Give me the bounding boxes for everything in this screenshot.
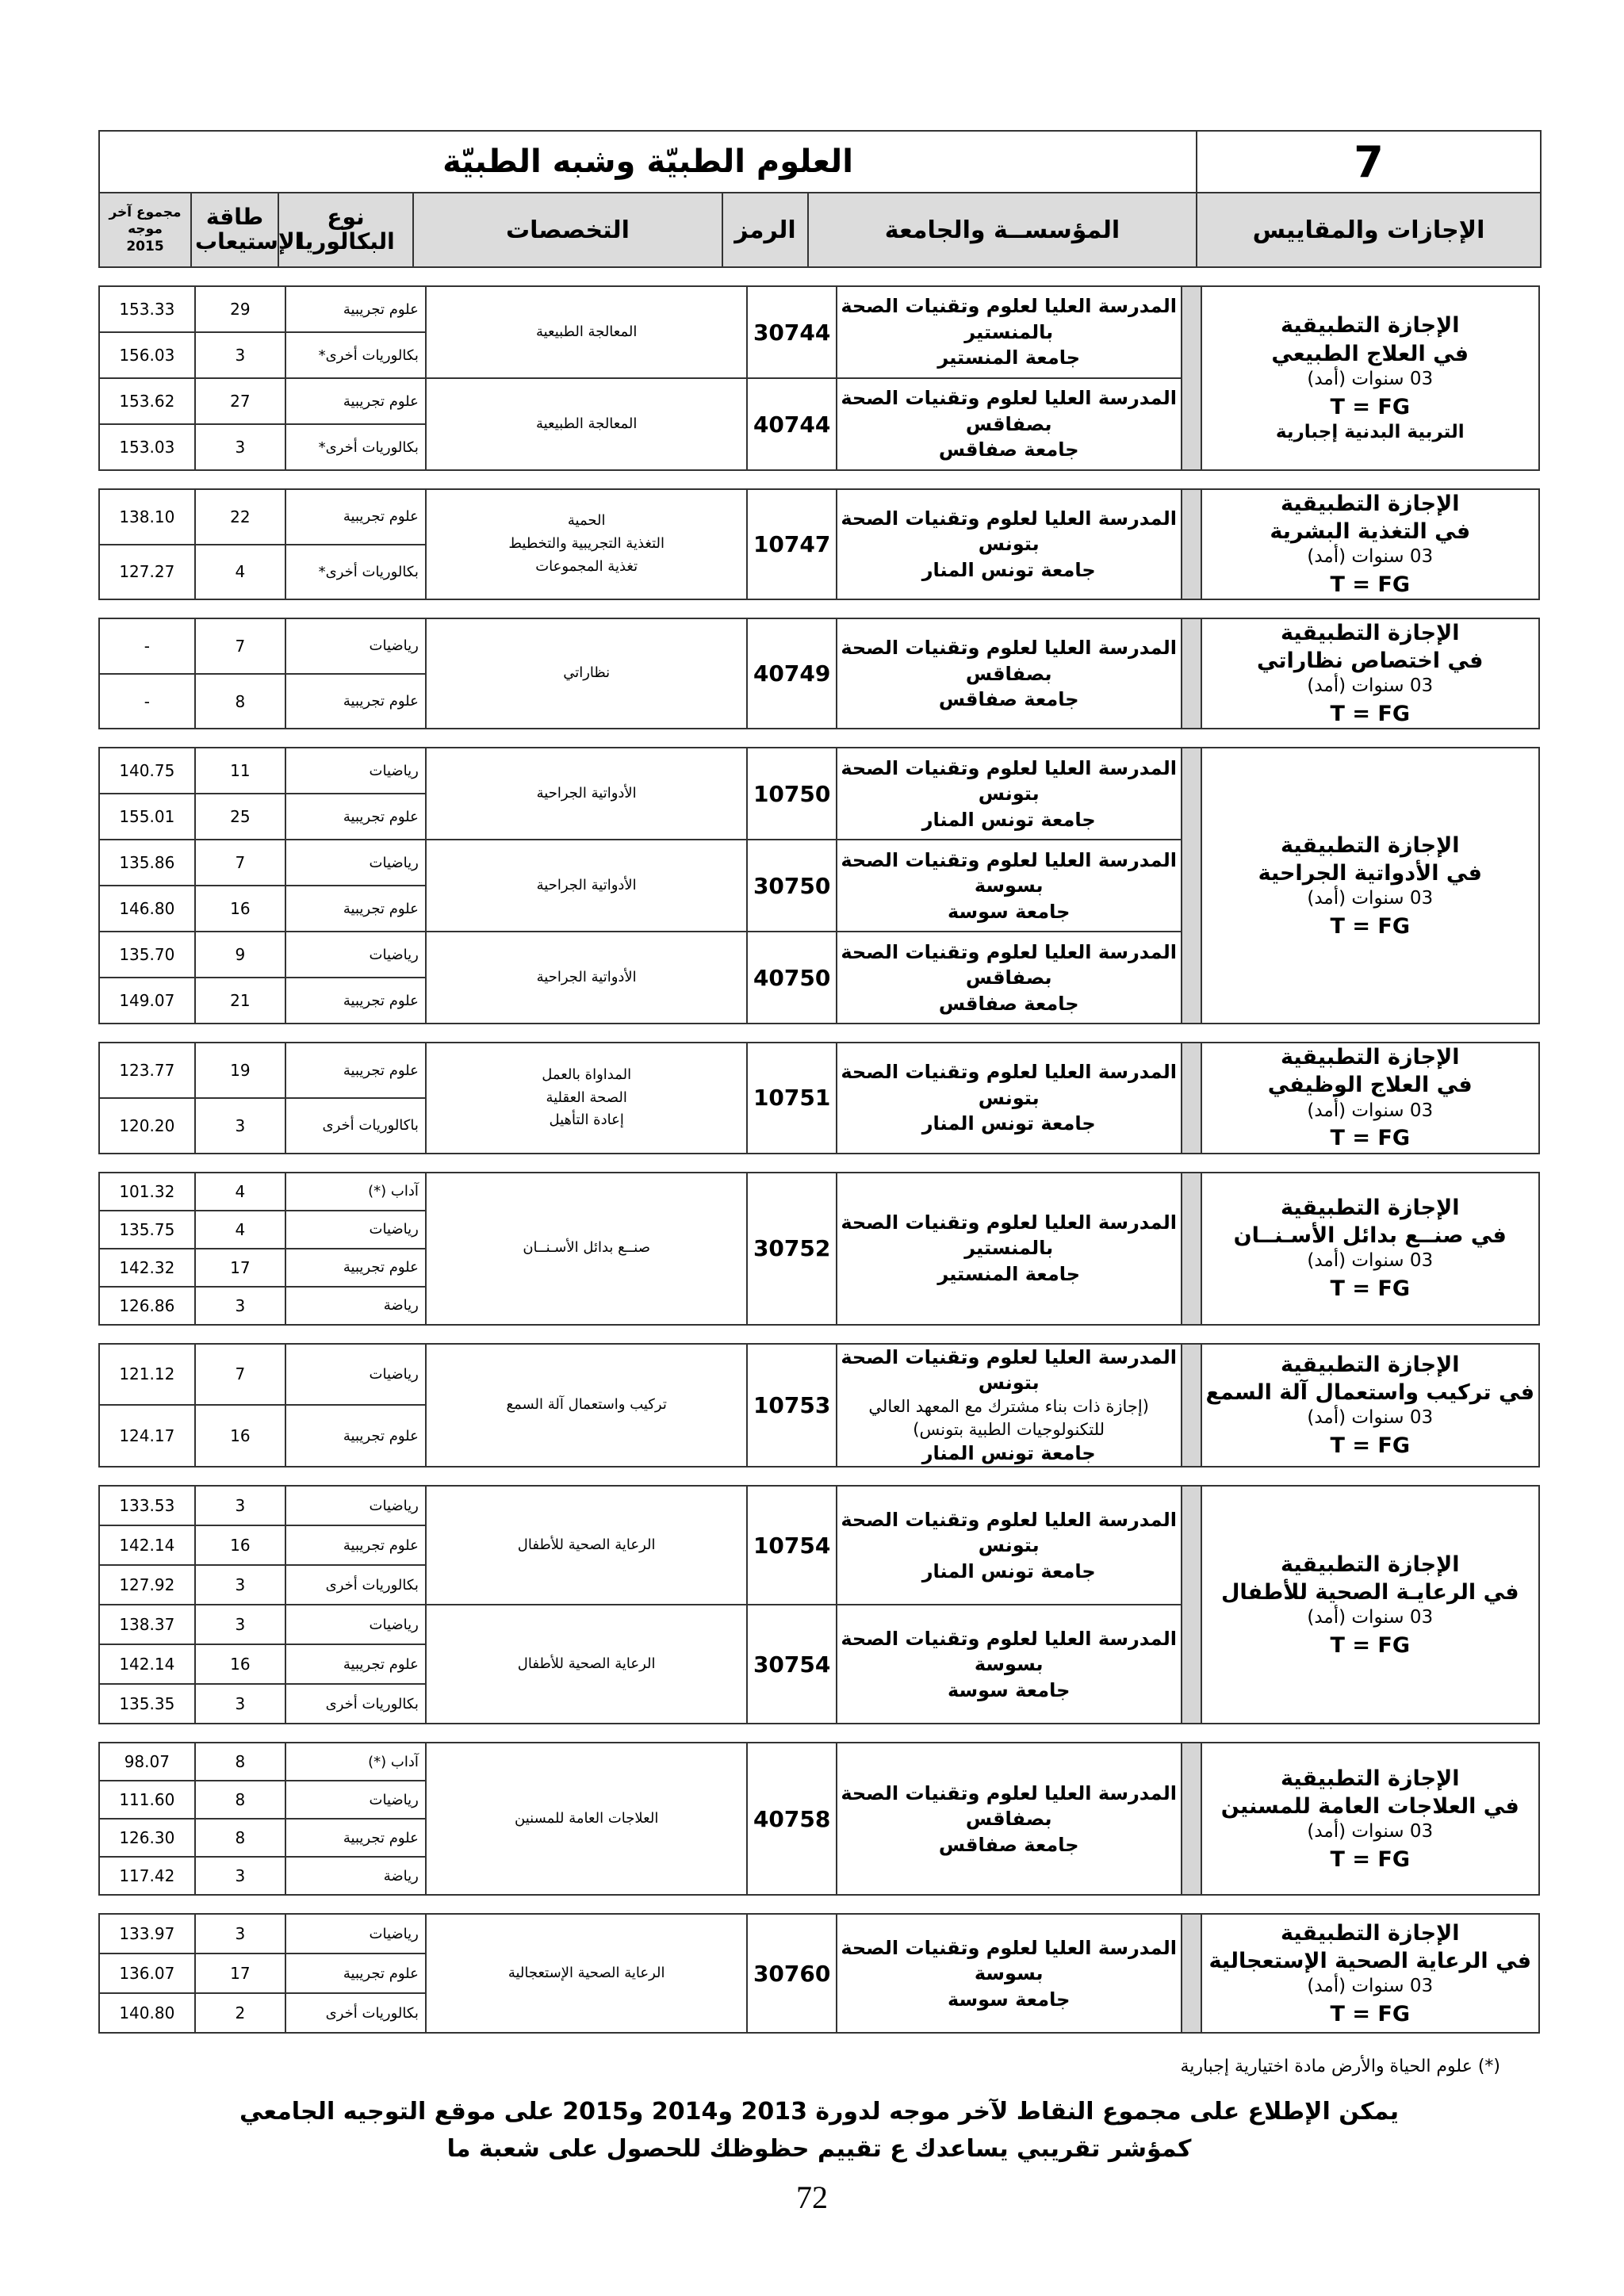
- diploma-formula: T = FG: [1330, 1632, 1410, 1658]
- diploma-title: الإجازة التطبيقية: [1281, 1552, 1460, 1577]
- institution-name: المدرسة العليا لعلوم وتقنيات الصحة بصفاقس: [841, 637, 1177, 685]
- header-code: الرمز: [722, 193, 808, 267]
- separator-strip: [1182, 489, 1201, 599]
- last-admitted-score: 117.42: [99, 1857, 195, 1895]
- institution-name: المدرسة العليا لعلوم وتقنيات الصحة بسوسة: [841, 848, 1177, 897]
- diploma-field: في الرعايـة الصحية للأطفال: [1220, 1579, 1519, 1605]
- last-admitted-score: 101.32: [99, 1173, 195, 1211]
- last-admitted-score: 153.62: [99, 378, 195, 424]
- university-name: جامعة المنستير: [937, 346, 1081, 369]
- university-name: جامعة المنستير: [937, 1262, 1081, 1285]
- institution-cell: [837, 840, 1182, 932]
- specialty-line: الحمية: [567, 512, 606, 530]
- last-admitted-score: 153.03: [99, 424, 195, 470]
- column-header-row: [99, 193, 1541, 267]
- bac-type: رياضيات: [285, 1344, 426, 1406]
- institution-name: المدرسة العليا لعلوم وتقنيات الصحة بصفاقس: [841, 940, 1177, 989]
- last-admitted-score: 135.75: [99, 1211, 195, 1249]
- diploma-field: في صنــع بدائل الأسـنــان: [1233, 1223, 1507, 1249]
- header-specialties: التخصصات: [413, 193, 722, 267]
- diploma-title: الإجازة التطبيقية: [1281, 1766, 1460, 1791]
- diploma-duration: 03 سنوات (أمد): [1307, 1820, 1434, 1842]
- section-header-table: [98, 130, 1542, 268]
- program-row: [99, 489, 1539, 545]
- separator-strip: [1182, 1173, 1201, 1325]
- diploma-cell: [1201, 1344, 1539, 1468]
- specialty-line: إعادة التأهيل: [549, 1112, 624, 1129]
- bac-type: علوم تجريبية: [285, 1525, 426, 1565]
- program-block: [98, 1172, 1540, 1326]
- program-code: 30750: [747, 840, 836, 932]
- program-code: 10747: [747, 489, 836, 599]
- diploma-requirement: التربية البدنية إجبارية: [1275, 421, 1465, 442]
- bac-type: رياضة: [285, 1857, 426, 1895]
- specialty-line: تغذية المجموعات: [535, 557, 638, 575]
- diploma-cell: [1201, 1743, 1539, 1895]
- last-admitted-score: 98.07: [99, 1743, 195, 1781]
- specialty-line: نظاراتي: [563, 664, 611, 682]
- capacity-value: 8: [195, 1781, 285, 1819]
- capacity-value: 25: [195, 794, 285, 840]
- bac-type: رياضة: [285, 1287, 426, 1325]
- last-admitted-score: 146.80: [99, 886, 195, 932]
- specialty-cell: [426, 378, 748, 470]
- capacity-value: 11: [195, 748, 285, 794]
- program-code: 40750: [747, 932, 836, 1024]
- diploma-cell: [1201, 286, 1539, 470]
- specialty-cell: [426, 1344, 748, 1468]
- specialty-line: المعالجة الطبيعية: [535, 415, 638, 432]
- bac-type: علوم تجريبية: [285, 1819, 426, 1857]
- separator-strip: [1182, 1486, 1201, 1724]
- institution-cell: [837, 1743, 1182, 1895]
- diploma-formula: T = FG: [1330, 1846, 1410, 1872]
- specialty-cell: [426, 1043, 748, 1153]
- last-admitted-score: 120.20: [99, 1098, 195, 1154]
- diploma-field: في العلاجات العامة للمسنين: [1220, 1793, 1519, 1819]
- specialty-cell: [426, 1173, 748, 1325]
- diploma-title: الإجازة التطبيقية: [1281, 1920, 1460, 1946]
- bac-type: علوم تجريبية: [285, 978, 426, 1024]
- institution-cell: [837, 1173, 1182, 1325]
- university-name: جامعة تونس المنار: [921, 808, 1096, 831]
- institution-note: للتكنولوجيات الطبية بتونس): [913, 1419, 1105, 1439]
- program-row: [99, 286, 1539, 332]
- last-admitted-score: -: [99, 618, 195, 674]
- capacity-value: 2: [195, 1993, 285, 2033]
- institution-cell: [837, 748, 1182, 840]
- institution-cell: [837, 1605, 1182, 1724]
- university-name: جامعة تونس المنار: [921, 1112, 1096, 1135]
- bac-type: علوم تجريبية: [285, 674, 426, 729]
- diploma-duration: 03 سنوات (أمد): [1307, 1606, 1434, 1628]
- specialty-cell: [426, 932, 748, 1024]
- last-admitted-score: 156.03: [99, 332, 195, 378]
- capacity-value: 9: [195, 932, 285, 978]
- bac-type: رياضيات: [285, 618, 426, 674]
- capacity-value: 21: [195, 978, 285, 1024]
- orientation-guide-page: [98, 130, 1540, 2034]
- capacity-value: 7: [195, 840, 285, 886]
- program-row: [99, 1344, 1539, 1406]
- diploma-duration: 03 سنوات (أمد): [1307, 546, 1434, 568]
- bac-type: علوم تجريبية: [285, 1954, 426, 1993]
- last-admitted-score: 127.27: [99, 545, 195, 600]
- program-row: [99, 1914, 1539, 1954]
- diploma-formula: T = FG: [1330, 394, 1410, 419]
- header-institution: المؤسســة والجامعة: [808, 193, 1197, 267]
- last-admitted-score: 133.97: [99, 1914, 195, 1954]
- last-admitted-score: 126.86: [99, 1287, 195, 1325]
- specialty-line: تركيب واستعمال آلة السمع: [506, 1396, 667, 1414]
- diploma-field: في اختصاص نظاراتي: [1257, 649, 1484, 674]
- bac-type: علوم تجريبية: [285, 1249, 426, 1287]
- diploma-duration: 03 سنوات (أمد): [1307, 675, 1434, 697]
- capacity-value: 16: [195, 1405, 285, 1467]
- header-diploma: الإجازات والمقاييس: [1197, 193, 1541, 267]
- bac-type: علوم تجريبية: [285, 378, 426, 424]
- bac-type: بكالوريات أخرى*: [285, 424, 426, 470]
- program-block: [98, 285, 1540, 471]
- capacity-value: 3: [195, 1857, 285, 1895]
- diploma-field: في الأدواتية الجراحية: [1258, 860, 1482, 886]
- last-admitted-score: 140.75: [99, 748, 195, 794]
- separator-strip: [1182, 748, 1201, 1024]
- institution-name: المدرسة العليا لعلوم وتقنيات الصحة بتونس: [841, 1508, 1177, 1557]
- university-name: جامعة صفاقس: [938, 1833, 1079, 1856]
- diploma-duration: 03 سنوات (أمد): [1307, 887, 1434, 909]
- institution-cell: [837, 618, 1182, 729]
- last-admitted-score: 142.32: [99, 1249, 195, 1287]
- diploma-formula: T = FG: [1330, 2001, 1410, 2026]
- capacity-value: 3: [195, 332, 285, 378]
- diploma-cell: [1201, 618, 1539, 729]
- separator-strip: [1182, 1743, 1201, 1895]
- specialty-cell: [426, 1605, 748, 1724]
- institution-cell: [837, 1344, 1182, 1468]
- capacity-value: 3: [195, 1605, 285, 1644]
- program-block: [98, 488, 1540, 600]
- diploma-formula: T = FG: [1330, 1433, 1410, 1458]
- bac-type: بكالوريات أخرى*: [285, 545, 426, 600]
- diploma-duration: 03 سنوات (أمد): [1307, 1250, 1434, 1272]
- capacity-value: 7: [195, 618, 285, 674]
- last-admitted-score: 155.01: [99, 794, 195, 840]
- last-admitted-score: 142.14: [99, 1644, 195, 1684]
- specialty-cell: [426, 286, 748, 378]
- programs-list: [98, 285, 1540, 2034]
- university-name: جامعة تونس المنار: [921, 1441, 1096, 1464]
- capacity-value: 16: [195, 1525, 285, 1565]
- specialty-line: صنــع بدائل الأسـنــان: [523, 1239, 651, 1257]
- capacity-value: 17: [195, 1249, 285, 1287]
- diploma-field: في تركيب واستعمال آلة السمع: [1205, 1380, 1535, 1405]
- program-code: 30744: [747, 286, 836, 378]
- program-code: 10751: [747, 1043, 836, 1153]
- institution-name: المدرسة العليا لعلوم وتقنيات الصحة بتونس: [841, 1061, 1177, 1109]
- program-row: [99, 1173, 1539, 1211]
- specialty-line: الأدواتية الجراحية: [536, 784, 637, 802]
- bac-type: بكالوريات أخرى*: [285, 332, 426, 378]
- bac-type: علوم تجريبية: [285, 286, 426, 332]
- program-block: [98, 1485, 1540, 1724]
- bac-type: علوم تجريبية: [285, 886, 426, 932]
- program-row: [99, 748, 1539, 794]
- university-name: جامعة صفاقس: [938, 687, 1079, 710]
- last-admitted-score: 149.07: [99, 978, 195, 1024]
- program-block: [98, 1343, 1540, 1468]
- diploma-formula: T = FG: [1330, 702, 1410, 727]
- bac-type: رياضيات: [285, 1605, 426, 1644]
- last-admitted-score: 135.35: [99, 1684, 195, 1724]
- program-block: [98, 1042, 1540, 1154]
- university-name: جامعة صفاقس: [938, 992, 1079, 1015]
- program-row: [99, 618, 1539, 674]
- bac-type: رياضيات: [285, 1211, 426, 1249]
- diploma-cell: [1201, 489, 1539, 599]
- institution-name: المدرسة العليا لعلوم وتقنيات الصحة بسوسة: [841, 1627, 1177, 1676]
- bac-type: علوم تجريبية: [285, 1405, 426, 1467]
- diploma-cell: [1201, 1173, 1539, 1325]
- diploma-field: في الرعاية الصحية الإستعجالية: [1208, 1948, 1532, 1973]
- capacity-value: 16: [195, 1644, 285, 1684]
- institution-name: المدرسة العليا لعلوم وتقنيات الصحة بصفاقس: [841, 1781, 1177, 1831]
- program-row: [99, 1486, 1539, 1525]
- bac-type: بكالوريات أخرى: [285, 1565, 426, 1605]
- program-code: 10754: [747, 1486, 836, 1605]
- diploma-formula: T = FG: [1330, 1276, 1410, 1301]
- program-row: [99, 1043, 1539, 1098]
- bac-type: علوم تجريبية: [285, 1644, 426, 1684]
- program-code: 10750: [747, 748, 836, 840]
- capacity-value: 4: [195, 1173, 285, 1211]
- diploma-field: في العلاج الوظيفي: [1267, 1073, 1473, 1098]
- last-admitted-score: -: [99, 674, 195, 729]
- bac-type: آداب (*): [285, 1173, 426, 1211]
- program-code: 30754: [747, 1605, 836, 1724]
- capacity-value: 16: [195, 886, 285, 932]
- header-capacity: طاقة الإستيعاب: [191, 193, 278, 267]
- bac-type: رياضيات: [285, 840, 426, 886]
- bac-type: رياضيات: [285, 932, 426, 978]
- last-admitted-score: 123.77: [99, 1043, 195, 1098]
- last-admitted-score: 135.86: [99, 840, 195, 886]
- bac-type: رياضيات: [285, 1486, 426, 1525]
- last-admitted-score: 142.14: [99, 1525, 195, 1565]
- specialty-line: التغذية التجريبية والتخطيط: [508, 535, 665, 553]
- diploma-cell: [1201, 1914, 1539, 2033]
- bac-type: باكالوريات أخرى: [285, 1098, 426, 1154]
- diploma-title: الإجازة التطبيقية: [1281, 1352, 1460, 1377]
- program-code: 40758: [747, 1743, 836, 1895]
- specialty-line: الصحة العقلية: [546, 1089, 627, 1106]
- university-name: جامعة سوسة: [947, 1678, 1071, 1701]
- capacity-value: 29: [195, 286, 285, 332]
- specialty-cell: [426, 748, 748, 840]
- capacity-value: 7: [195, 1344, 285, 1406]
- university-name: جامعة تونس المنار: [921, 558, 1096, 581]
- capacity-value: 19: [195, 1043, 285, 1098]
- capacity-value: 17: [195, 1954, 285, 1993]
- university-name: جامعة صفاقس: [938, 438, 1079, 461]
- capacity-value: 8: [195, 1743, 285, 1781]
- bac-type: علوم تجريبية: [285, 794, 426, 840]
- institution-cell: [837, 932, 1182, 1024]
- program-block: [98, 618, 1540, 729]
- specialty-cell: [426, 1486, 748, 1605]
- header-bac-type: نوع البكالوريا: [278, 193, 413, 267]
- diploma-formula: T = FG: [1330, 913, 1410, 939]
- diploma-title: الإجازة التطبيقية: [1281, 1045, 1460, 1070]
- specialty-cell: [426, 840, 748, 932]
- diploma-duration: 03 سنوات (أمد): [1307, 1100, 1434, 1121]
- separator-strip: [1182, 618, 1201, 729]
- diploma-duration: 03 سنوات (أمد): [1307, 1407, 1434, 1429]
- specialty-cell: [426, 618, 748, 729]
- capacity-value: 3: [195, 1684, 285, 1724]
- last-admitted-score: 140.80: [99, 1993, 195, 2033]
- bac-type: بكالوريات أخرى: [285, 1684, 426, 1724]
- specialty-line: الأدواتية الجراحية: [536, 968, 637, 985]
- bac-type: رياضيات: [285, 748, 426, 794]
- capacity-value: 3: [195, 1914, 285, 1954]
- program-code: 30752: [747, 1173, 836, 1325]
- last-admitted-score: 136.07: [99, 1954, 195, 1993]
- capacity-value: 8: [195, 674, 285, 729]
- website-note-continued: كمؤشر تقريبي يساعدك ع تقييم حظوظك للحصول على شعبة ما: [446, 2135, 1192, 2163]
- bac-type: رياضيات: [285, 1914, 426, 1954]
- diploma-formula: T = FG: [1330, 1126, 1410, 1151]
- specialty-cell: [426, 1743, 748, 1895]
- program-row: [99, 1743, 1539, 1781]
- last-admitted-score: 153.33: [99, 286, 195, 332]
- bac-type: رياضيات: [285, 1781, 426, 1819]
- capacity-value: 3: [195, 1098, 285, 1154]
- institution-name: المدرسة العليا لعلوم وتقنيات الصحة بسوسة: [841, 1936, 1177, 1985]
- specialty-line: الأدواتية الجراحية: [536, 876, 637, 894]
- last-admitted-score: 121.12: [99, 1344, 195, 1406]
- program-code: 30760: [747, 1914, 836, 2033]
- institution-name: المدرسة العليا لعلوم وتقنيات الصحة بتونس: [841, 507, 1177, 556]
- institution-cell: [837, 1914, 1182, 2033]
- separator-strip: [1182, 1043, 1201, 1153]
- diploma-cell: [1201, 748, 1539, 1024]
- footnote: (*) علوم الحياة والأرض مادة اختيارية إجبارية: [1180, 2057, 1500, 2076]
- institution-cell: [837, 1043, 1182, 1153]
- capacity-value: 3: [195, 424, 285, 470]
- program-block: [98, 1742, 1540, 1896]
- capacity-value: 8: [195, 1819, 285, 1857]
- last-admitted-score: 133.53: [99, 1486, 195, 1525]
- institution-name: المدرسة العليا لعلوم وتقنيات الصحة بالمنستير: [841, 1211, 1177, 1260]
- institution-cell: [837, 489, 1182, 599]
- institution-name: المدرسة العليا لعلوم وتقنيات الصحة بتونس: [841, 756, 1177, 806]
- last-admitted-score: 138.37: [99, 1605, 195, 1644]
- university-name: جامعة تونس المنار: [921, 1559, 1096, 1582]
- specialty-cell: [426, 489, 748, 599]
- diploma-formula: T = FG: [1330, 572, 1410, 598]
- specialty-line: الرعاية الصحية للأطفال: [517, 1536, 656, 1553]
- separator-strip: [1182, 1914, 1201, 2033]
- program-block: [98, 1913, 1540, 2034]
- program-code: 40744: [747, 378, 836, 470]
- specialty-line: المعالجة الطبيعية: [535, 323, 638, 340]
- specialty-line: الرعاية الصحية الإستعجالية: [508, 1964, 665, 1981]
- section-number: 7: [1197, 131, 1541, 193]
- specialty-line: المداواة بالعمل: [542, 1066, 632, 1083]
- separator-strip: [1182, 1344, 1201, 1468]
- last-admitted-score: 135.70: [99, 932, 195, 978]
- capacity-value: 27: [195, 378, 285, 424]
- specialty-line: العلاجات العامة للمسنين: [515, 1809, 659, 1827]
- institution-cell: [837, 286, 1182, 378]
- header-score: مجموع آخر موجه 2015: [99, 193, 191, 267]
- diploma-duration: 03 سنوات (أمد): [1307, 1975, 1434, 1996]
- institution-note: (إجازة ذات بناء مشترك مع المعهد العالي: [868, 1397, 1149, 1417]
- diploma-title: الإجازة التطبيقية: [1281, 1195, 1460, 1220]
- separator-strip: [1182, 286, 1201, 470]
- capacity-value: 4: [195, 1211, 285, 1249]
- university-name: جامعة سوسة: [947, 1988, 1071, 2011]
- program-block: [98, 747, 1540, 1024]
- diploma-field: في التغذية البشرية: [1270, 519, 1471, 545]
- last-admitted-score: 126.30: [99, 1819, 195, 1857]
- bac-type: بكالوريات أخرى: [285, 1993, 426, 2033]
- capacity-value: 4: [195, 545, 285, 600]
- bac-type: آداب (*): [285, 1743, 426, 1781]
- last-admitted-score: 124.17: [99, 1405, 195, 1467]
- capacity-value: 3: [195, 1287, 285, 1325]
- section-title: العلوم الطبيّة وشبه الطبيّة: [99, 131, 1197, 193]
- capacity-value: 3: [195, 1565, 285, 1605]
- diploma-cell: [1201, 1043, 1539, 1153]
- last-admitted-score: 127.92: [99, 1565, 195, 1605]
- program-code: 40749: [747, 618, 836, 729]
- diploma-duration: 03 سنوات (أمد): [1307, 368, 1434, 389]
- diploma-field: في العلاج الطبيعي: [1271, 341, 1469, 366]
- program-code: 10753: [747, 1344, 836, 1468]
- institution-name: المدرسة العليا لعلوم وتقنيات الصحة بصفاقس: [841, 387, 1177, 435]
- specialty-line: الرعاية الصحية للأطفال: [517, 1655, 656, 1672]
- institution-cell: [837, 378, 1182, 470]
- university-name: جامعة سوسة: [947, 900, 1071, 923]
- capacity-value: 3: [195, 1486, 285, 1525]
- diploma-cell: [1201, 1486, 1539, 1724]
- diploma-title: الإجازة التطبيقية: [1281, 492, 1460, 516]
- last-admitted-score: 138.10: [99, 489, 195, 545]
- diploma-title: الإجازة التطبيقية: [1281, 313, 1460, 339]
- institution-name: المدرسة العليا لعلوم وتقنيات الصحة بالمنستير: [841, 295, 1177, 343]
- diploma-title: الإجازة التطبيقية: [1281, 832, 1460, 858]
- diploma-title: الإجازة التطبيقية: [1281, 621, 1460, 646]
- institution-cell: [837, 1486, 1182, 1605]
- bac-type: علوم تجريبية: [285, 1043, 426, 1098]
- institution-name: المدرسة العليا لعلوم وتقنيات الصحة بتونس: [841, 1345, 1177, 1394]
- specialty-cell: [426, 1914, 748, 2033]
- last-admitted-score: 111.60: [99, 1781, 195, 1819]
- website-note: يمكن الإطلاع على مجموع النقاط لآخر موجه لدورة 2013 و2014 و2015 على موقع التوجيه الجامعي: [239, 2098, 1400, 2126]
- bac-type: علوم تجريبية: [285, 489, 426, 545]
- capacity-value: 22: [195, 489, 285, 545]
- page-number: 72: [796, 2179, 828, 2215]
